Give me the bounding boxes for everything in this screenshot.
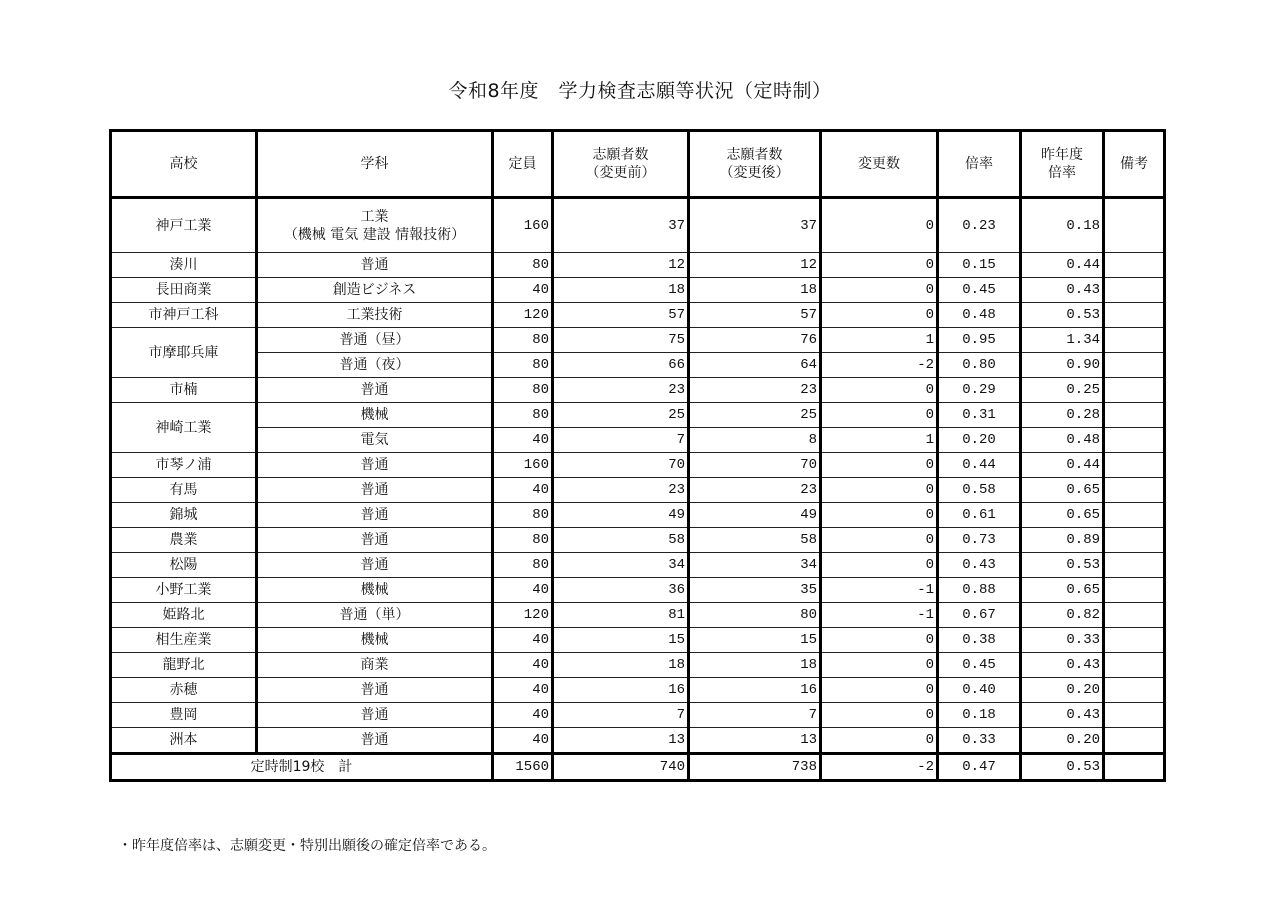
table-row xyxy=(111,653,1165,678)
cell-after: 70 xyxy=(689,453,821,478)
cell-ratio: 0.45 xyxy=(938,278,1021,303)
table-row xyxy=(111,603,1165,628)
cell-change: 0 xyxy=(821,703,938,728)
table-row xyxy=(111,628,1165,653)
cell-after: 8 xyxy=(689,428,821,453)
header-remarks: 備考 xyxy=(1104,131,1165,198)
cell-department: 普通（夜） xyxy=(257,353,493,378)
cell-department: 電気 xyxy=(257,428,493,453)
cell-ratio: 0.20 xyxy=(938,428,1021,453)
total-row xyxy=(111,754,1165,781)
page-title: 令和8年度 学力検査志願等状況（定時制） xyxy=(448,80,832,102)
cell-ratio: 0.44 xyxy=(938,453,1021,478)
cell-after: 18 xyxy=(689,278,821,303)
table-row xyxy=(111,328,1165,353)
header-ratio: 倍率 xyxy=(938,131,1021,198)
cell-remarks xyxy=(1104,503,1165,528)
cell-change: -1 xyxy=(821,578,938,603)
cell-change: 0 xyxy=(821,253,938,278)
cell-capacity: 40 xyxy=(493,628,553,653)
cell-remarks xyxy=(1104,453,1165,478)
cell-ratio: 0.48 xyxy=(938,303,1021,328)
cell-remarks xyxy=(1104,353,1165,378)
cell-ratio: 0.31 xyxy=(938,403,1021,428)
cell-prev-ratio: 0.33 xyxy=(1021,628,1104,653)
table-row xyxy=(111,453,1165,478)
cell-capacity: 40 xyxy=(493,578,553,603)
cell-school: 姫路北 xyxy=(111,603,257,628)
cell-change: 1 xyxy=(821,428,938,453)
cell-school: 市楠 xyxy=(111,378,257,403)
total-label: 定時制19校 計 xyxy=(111,754,493,781)
cell-remarks xyxy=(1104,478,1165,503)
table-row xyxy=(111,303,1165,328)
cell-capacity: 40 xyxy=(493,678,553,703)
cell-school: 赤穂 xyxy=(111,678,257,703)
table-row xyxy=(111,198,1165,253)
cell-capacity: 80 xyxy=(493,378,553,403)
cell-prev-ratio: 0.53 xyxy=(1021,303,1104,328)
cell-prev-ratio: 0.20 xyxy=(1021,728,1104,754)
cell-capacity: 80 xyxy=(493,553,553,578)
cell-remarks xyxy=(1104,428,1165,453)
cell-prev-ratio: 0.28 xyxy=(1021,403,1104,428)
total-before: 740 xyxy=(553,754,689,781)
cell-department: 商業 xyxy=(257,653,493,678)
cell-prev-ratio: 0.44 xyxy=(1021,453,1104,478)
cell-after: 23 xyxy=(689,478,821,503)
cell-after: 12 xyxy=(689,253,821,278)
cell-ratio: 0.43 xyxy=(938,553,1021,578)
cell-capacity: 40 xyxy=(493,703,553,728)
cell-ratio: 0.38 xyxy=(938,628,1021,653)
cell-ratio: 0.23 xyxy=(938,198,1021,253)
cell-remarks xyxy=(1104,653,1165,678)
cell-school: 松陽 xyxy=(111,553,257,578)
cell-after: 64 xyxy=(689,353,821,378)
cell-remarks xyxy=(1104,378,1165,403)
cell-ratio: 0.67 xyxy=(938,603,1021,628)
cell-prev-ratio: 0.65 xyxy=(1021,478,1104,503)
cell-after: 34 xyxy=(689,553,821,578)
cell-before: 75 xyxy=(553,328,689,353)
cell-ratio: 0.40 xyxy=(938,678,1021,703)
cell-ratio: 0.15 xyxy=(938,253,1021,278)
cell-after: 18 xyxy=(689,653,821,678)
cell-change: 0 xyxy=(821,453,938,478)
cell-school: 錦城 xyxy=(111,503,257,528)
cell-department: 普通 xyxy=(257,678,493,703)
cell-department: 普通（単） xyxy=(257,603,493,628)
table-row xyxy=(111,703,1165,728)
cell-remarks xyxy=(1104,528,1165,553)
cell-prev-ratio: 0.44 xyxy=(1021,253,1104,278)
cell-before: 36 xyxy=(553,578,689,603)
cell-after: 7 xyxy=(689,703,821,728)
cell-remarks xyxy=(1104,703,1165,728)
cell-ratio: 0.61 xyxy=(938,503,1021,528)
cell-capacity: 40 xyxy=(493,728,553,754)
cell-school: 豊岡 xyxy=(111,703,257,728)
cell-school: 神崎工業 xyxy=(111,403,257,453)
cell-ratio: 0.29 xyxy=(938,378,1021,403)
cell-remarks xyxy=(1104,198,1165,253)
cell-capacity: 40 xyxy=(493,478,553,503)
header-department: 学科 xyxy=(257,131,493,198)
cell-school: 龍野北 xyxy=(111,653,257,678)
cell-ratio: 0.88 xyxy=(938,578,1021,603)
cell-change: 0 xyxy=(821,378,938,403)
header-applicants-after-line2: （変更後） xyxy=(719,165,790,181)
cell-ratio: 0.18 xyxy=(938,703,1021,728)
cell-department: 普通 xyxy=(257,453,493,478)
header-change: 変更数 xyxy=(821,131,938,198)
table-row xyxy=(111,378,1165,403)
cell-school: 相生産業 xyxy=(111,628,257,653)
cell-school: 湊川 xyxy=(111,253,257,278)
table-row xyxy=(111,578,1165,603)
cell-department-line1: 工業 xyxy=(360,208,389,225)
cell-capacity: 80 xyxy=(493,528,553,553)
cell-ratio: 0.45 xyxy=(938,653,1021,678)
table-row xyxy=(111,478,1165,503)
cell-before: 49 xyxy=(553,503,689,528)
cell-change: 0 xyxy=(821,653,938,678)
cell-department: 工業技術 xyxy=(257,303,493,328)
cell-department: 普通 xyxy=(257,703,493,728)
header-applicants-before xyxy=(553,131,689,198)
cell-before: 16 xyxy=(553,678,689,703)
header-applicants-after xyxy=(689,131,821,198)
cell-remarks xyxy=(1104,553,1165,578)
cell-capacity: 80 xyxy=(493,328,553,353)
cell-department: 普通 xyxy=(257,728,493,754)
cell-change: 1 xyxy=(821,328,938,353)
cell-after: 37 xyxy=(689,198,821,253)
header-applicants-before-line2: （変更前） xyxy=(585,165,656,181)
cell-department: 普通 xyxy=(257,553,493,578)
cell-change: 0 xyxy=(821,503,938,528)
cell-change: 0 xyxy=(821,528,938,553)
cell-prev-ratio: 0.65 xyxy=(1021,578,1104,603)
cell-before: 81 xyxy=(553,603,689,628)
table-row xyxy=(111,278,1165,303)
cell-prev-ratio: 0.43 xyxy=(1021,653,1104,678)
cell-department: 普通（昼） xyxy=(257,328,493,353)
cell-before: 58 xyxy=(553,528,689,553)
cell-remarks xyxy=(1104,578,1165,603)
table-row xyxy=(111,503,1165,528)
cell-ratio: 0.33 xyxy=(938,728,1021,754)
cell-before: 70 xyxy=(553,453,689,478)
cell-remarks xyxy=(1104,303,1165,328)
cell-remarks xyxy=(1104,403,1165,428)
cell-before: 25 xyxy=(553,403,689,428)
cell-before: 18 xyxy=(553,653,689,678)
cell-capacity: 40 xyxy=(493,428,553,453)
cell-change: -2 xyxy=(821,353,938,378)
footnote: ・昨年度倍率は、志願変更・特別出願後の確定倍率である。 xyxy=(118,838,496,854)
cell-change: 0 xyxy=(821,478,938,503)
cell-remarks xyxy=(1104,678,1165,703)
cell-after: 35 xyxy=(689,578,821,603)
cell-before: 7 xyxy=(553,428,689,453)
cell-department: 機械 xyxy=(257,578,493,603)
cell-change: -1 xyxy=(821,603,938,628)
table-row xyxy=(111,403,1165,428)
cell-department: 機械 xyxy=(257,403,493,428)
total-capacity: 1560 xyxy=(493,754,553,781)
header-prev-ratio xyxy=(1021,131,1104,198)
table-row xyxy=(111,528,1165,553)
cell-remarks xyxy=(1104,628,1165,653)
cell-remarks xyxy=(1104,728,1165,754)
cell-after: 57 xyxy=(689,303,821,328)
cell-capacity: 40 xyxy=(493,653,553,678)
cell-capacity: 80 xyxy=(493,403,553,428)
cell-after: 23 xyxy=(689,378,821,403)
cell-remarks xyxy=(1104,328,1165,353)
cell-school: 市摩耶兵庫 xyxy=(111,328,257,378)
header-prev-ratio-line1: 昨年度 xyxy=(1041,147,1083,163)
cell-department xyxy=(257,198,493,253)
cell-school: 有馬 xyxy=(111,478,257,503)
cell-ratio: 0.95 xyxy=(938,328,1021,353)
cell-prev-ratio: 0.65 xyxy=(1021,503,1104,528)
cell-school: 農業 xyxy=(111,528,257,553)
cell-after: 15 xyxy=(689,628,821,653)
cell-before: 13 xyxy=(553,728,689,754)
cell-after: 13 xyxy=(689,728,821,754)
cell-before: 66 xyxy=(553,353,689,378)
total-ratio: 0.47 xyxy=(938,754,1021,781)
cell-change: 0 xyxy=(821,303,938,328)
cell-department: 普通 xyxy=(257,478,493,503)
cell-before: 57 xyxy=(553,303,689,328)
table-row xyxy=(111,728,1165,754)
cell-change: 0 xyxy=(821,198,938,253)
cell-change: 0 xyxy=(821,728,938,754)
cell-change: 0 xyxy=(821,278,938,303)
cell-school: 長田商業 xyxy=(111,278,257,303)
cell-capacity: 80 xyxy=(493,503,553,528)
header-prev-ratio-line2: 倍率 xyxy=(1048,165,1076,181)
cell-after: 25 xyxy=(689,403,821,428)
cell-school: 市琴ノ浦 xyxy=(111,453,257,478)
cell-school: 神戸工業 xyxy=(111,198,257,253)
applications-table xyxy=(109,129,1166,782)
cell-remarks xyxy=(1104,603,1165,628)
cell-school: 市神戸工科 xyxy=(111,303,257,328)
cell-prev-ratio: 0.53 xyxy=(1021,553,1104,578)
table-row xyxy=(111,678,1165,703)
cell-capacity: 80 xyxy=(493,253,553,278)
table-row xyxy=(111,253,1165,278)
table-row xyxy=(111,428,1165,453)
cell-prev-ratio: 0.25 xyxy=(1021,378,1104,403)
total-after: 738 xyxy=(689,754,821,781)
cell-before: 23 xyxy=(553,378,689,403)
cell-school: 小野工業 xyxy=(111,578,257,603)
cell-department-line2: （機械 電気 建設 情報技術） xyxy=(283,226,466,243)
header-applicants-after-line1: 志願者数 xyxy=(726,147,783,163)
cell-before: 37 xyxy=(553,198,689,253)
cell-department: 普通 xyxy=(257,528,493,553)
cell-before: 12 xyxy=(553,253,689,278)
header-school: 高校 xyxy=(111,131,257,198)
cell-change: 0 xyxy=(821,628,938,653)
cell-capacity: 120 xyxy=(493,603,553,628)
cell-capacity: 160 xyxy=(493,198,553,253)
cell-department: 機械 xyxy=(257,628,493,653)
cell-prev-ratio: 0.82 xyxy=(1021,603,1104,628)
cell-capacity: 80 xyxy=(493,353,553,378)
cell-change: 0 xyxy=(821,678,938,703)
cell-prev-ratio: 0.20 xyxy=(1021,678,1104,703)
cell-change: 0 xyxy=(821,553,938,578)
cell-prev-ratio: 1.34 xyxy=(1021,328,1104,353)
cell-prev-ratio: 0.18 xyxy=(1021,198,1104,253)
cell-department: 普通 xyxy=(257,503,493,528)
total-remarks xyxy=(1104,754,1165,781)
cell-prev-ratio: 0.43 xyxy=(1021,703,1104,728)
cell-before: 18 xyxy=(553,278,689,303)
cell-ratio: 0.73 xyxy=(938,528,1021,553)
cell-department: 普通 xyxy=(257,378,493,403)
cell-after: 49 xyxy=(689,503,821,528)
cell-department: 創造ビジネス xyxy=(257,278,493,303)
cell-capacity: 120 xyxy=(493,303,553,328)
cell-ratio: 0.80 xyxy=(938,353,1021,378)
cell-before: 34 xyxy=(553,553,689,578)
cell-capacity: 40 xyxy=(493,278,553,303)
cell-remarks xyxy=(1104,253,1165,278)
header-capacity: 定員 xyxy=(493,131,553,198)
cell-after: 80 xyxy=(689,603,821,628)
cell-school: 洲本 xyxy=(111,728,257,754)
cell-ratio: 0.58 xyxy=(938,478,1021,503)
cell-after: 58 xyxy=(689,528,821,553)
cell-department: 普通 xyxy=(257,253,493,278)
cell-before: 7 xyxy=(553,703,689,728)
cell-prev-ratio: 0.90 xyxy=(1021,353,1104,378)
header-applicants-before-line1: 志願者数 xyxy=(592,147,649,163)
table-row xyxy=(111,553,1165,578)
total-prev-ratio: 0.53 xyxy=(1021,754,1104,781)
total-change: -2 xyxy=(821,754,938,781)
cell-after: 16 xyxy=(689,678,821,703)
cell-prev-ratio: 0.43 xyxy=(1021,278,1104,303)
cell-capacity: 160 xyxy=(493,453,553,478)
header-row xyxy=(111,131,1165,198)
cell-prev-ratio: 0.48 xyxy=(1021,428,1104,453)
cell-remarks xyxy=(1104,278,1165,303)
table-row xyxy=(111,353,1165,378)
cell-before: 23 xyxy=(553,478,689,503)
cell-before: 15 xyxy=(553,628,689,653)
cell-prev-ratio: 0.89 xyxy=(1021,528,1104,553)
cell-change: 0 xyxy=(821,403,938,428)
cell-after: 76 xyxy=(689,328,821,353)
